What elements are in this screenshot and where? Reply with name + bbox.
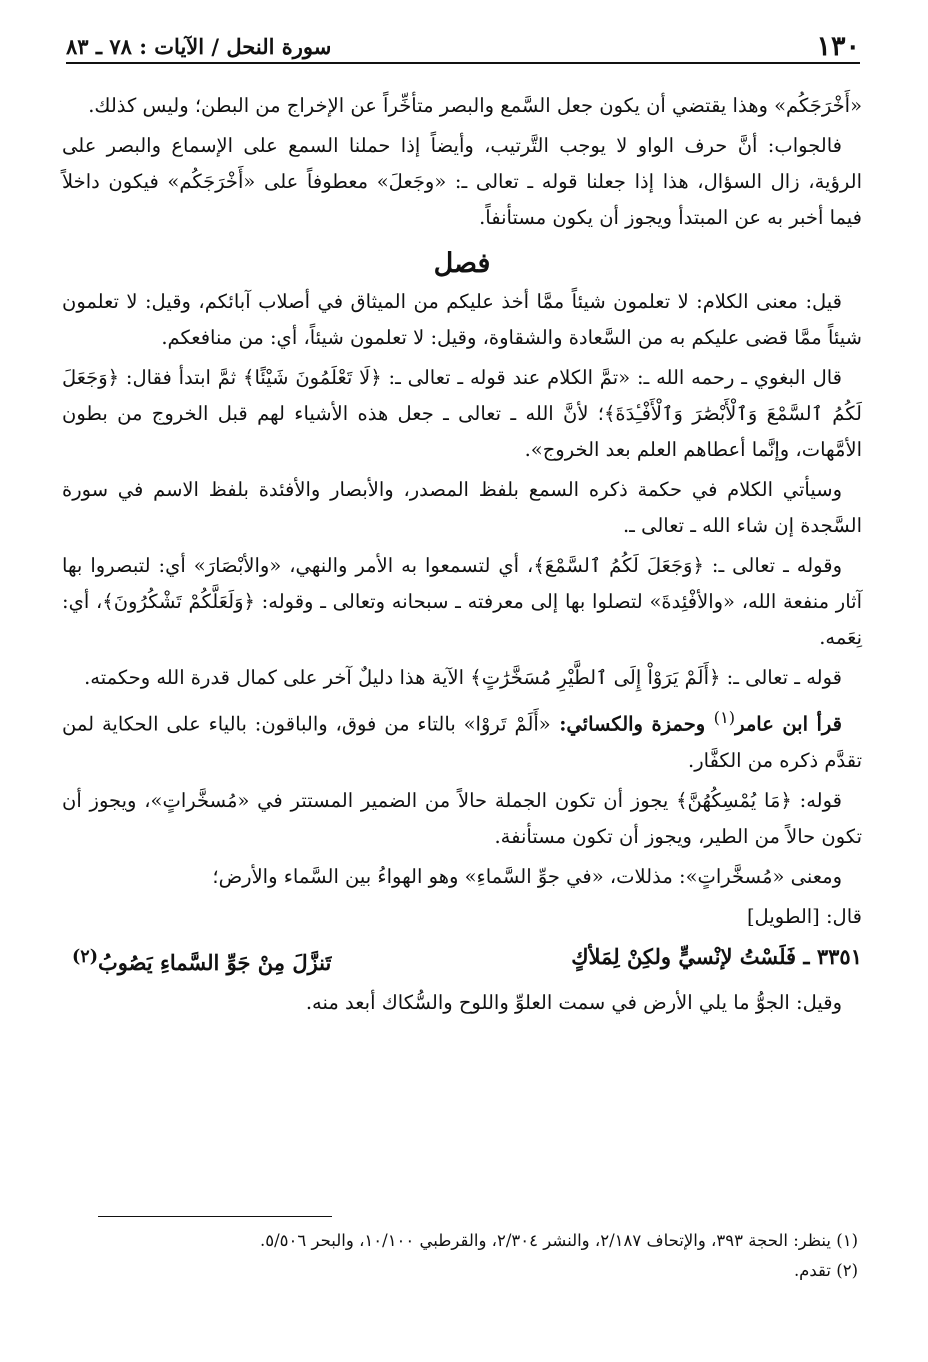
poetry-verse [62,939,862,981]
paragraph: ومعنى «مُسخَّراتٍ»: مذللات، «في جوِّ السَّماءِ» وهو الهواءُ بين السَّماء والأرض؛ [212,864,842,888]
paragraph: فالجواب: أنَّ حرف الواو لا يوجب التَّرتيب، وأيضاً إذا حملنا السمع على الإسماع والبصر على الرؤية، زال السؤال، هذا إذا جعلنا قوله ـ تعالى ـ: «وجَعلَ» معطوفاً على «أَخْرَجَكُم» فيكون داخلاً فيما أخبر به عن المبتدأ ويجوز أن يكون مستأنفاً. [62,134,862,229]
page-header [66,26,860,66]
footnote: (١) ينظر: الحجة ٣٩٣، والإتحاف ٢/١٨٧، والنشر ٢/٣٠٤، والقرطبي ١٠/١٠٠، والبحر ٥/٥٠٦. [260,1231,858,1250]
hemistich-2: تَنزَّلَ مِنْ جَوِّ السَّماءِ يَصُوبُ [97,949,332,975]
header-rule [66,62,860,64]
hemistich-1: فَلَسْتُ لإنْسيٍّ ولكِنْ لِمَلأكٍ [571,943,797,969]
verse-first-hemistich [571,939,862,981]
paragraph: وقيل: الجوُّ ما يلي الأرض في سمت العلوِّ واللوح والسُّكاك أبعد منه. [305,990,842,1014]
footnote-mark: (٢) [72,946,98,967]
meter-line: قال: [الطويل] [746,904,862,928]
reading-paragraph [62,700,862,779]
footnote-mark: (١) [713,708,736,727]
footnote: (٢) تقدم. [793,1261,858,1280]
paragraph: قيل: معنى الكلام: لا تعلمون شيئاً ممَّا أخذ عليكم من الميثاق في أصلاب آبائكم، وقيل: لا تعلمون شيئاً ممَّا قضى عليكم به من السَّعادة والشقاوة، وقيل: لا تعلمون شيئاً، أي: من منافعكم. [62,290,862,349]
section-title: فصل [433,248,491,279]
reader-names-2: وحمزة والكسائي: [550,712,714,736]
paragraph: قوله ـ تعالى ـ: ﴿أَلَمْ يَرَوْاْ إِلَى ٱلطَّيْرِ مُسَخَّرَٰتٍ﴾ الآية هذا دليلٌ آخر على كمال قدرة الله وحكمته. [84,666,842,689]
running-title: سورة النحل / الآيات : ٧٨ ـ ٨٣ [66,33,332,59]
paragraph: قال البغوي ـ رحمه الله ـ: «تمَّ الكلام عند قوله ـ تعالى ـ: ﴿لَا تَعْلَمُونَ شَيْئًا﴾ ثمَّ ابتدأ فقال: ﴿وَجَعَلَ لَكُمُ ٱلسَّمْعَ وَٱلْأَبْصَٰرَ وَٱلْأَفْـِٔدَةَ﴾؛ لأنَّ الله ـ تعالى ـ جعل هذه الأشياء لهم قبل الخروج من بطون الأمَّهات، وإنَّما أعطاهم العلم بعد الخروج». [62,366,862,461]
paragraph: قوله: ﴿مَا يُمْسِكُهُنَّ﴾ يجوز أن تكون الجملة حالاً من الضمير المستتر في «مُسخَّراتٍ»، ويجوز أن تكون حالاً من الطير، ويجوز أن تكون مستأنفة. [62,788,862,848]
verse-number: ٣٣٥١ ـ [803,943,862,969]
page-body [62,88,862,1025]
reading-text: «أَلَمْ تَروْا» بالتاء من فوق، والباقون: بالياء على الحكاية لمن تقدَّم ذكره من الكفَّار. [62,712,862,772]
paragraph: «أَخْرَجَكُم» وهذا يقتضي أن يكون جعل السَّمع والبصر متأخِّراً عن الإخراج من البطن؛ وليس كذلك. [88,94,862,117]
page-number: ١٣٠ [816,30,860,62]
verse-second-hemistich [72,939,331,981]
footnote-rule [98,1216,332,1217]
footnotes [90,1226,858,1286]
reader-names: قرأ ابن عامر [735,712,842,736]
paragraph: وقوله ـ تعالى ـ: ﴿وَجَعَلَ لَكُمُ ٱلسَّمْعَ﴾، أي لتسمعوا به الأمر والنهي، «والأبْصَارَ» أي: لتبصروا بها آثار منفعة الله، «والأفْئِدةَ» لتصلوا بها إلى معرفته ـ سبحانه وتعالى ـ وقوله: ﴿وَلَعَلَّكُمْ تَشْكُرُونَ﴾، أي: نِعَمه. [62,554,862,649]
paragraph: وسيأتي الكلام في حكمة ذكره السمع بلفظ المصدر، والأبصار والأفئدة بلفظ الاسم في سورة السَّجدة إن شاء الله ـ تعالى ـ. [62,478,862,537]
